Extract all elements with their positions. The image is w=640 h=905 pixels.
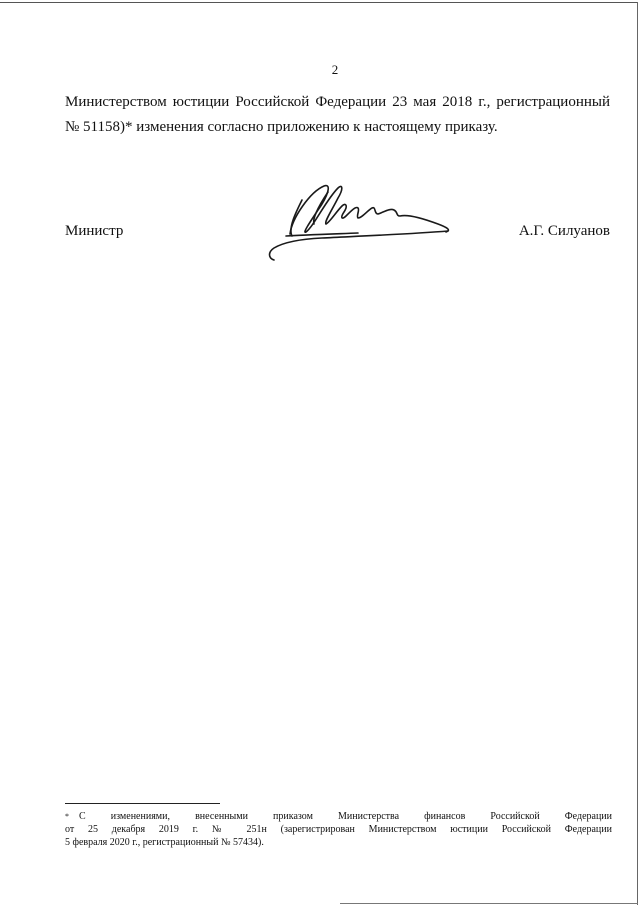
- handwritten-signature: [262, 178, 457, 264]
- footnote-line-1: [65, 810, 612, 823]
- body-paragraph: [65, 90, 610, 140]
- signer-name: А.Г. Силуанов: [518, 223, 610, 239]
- footnote-line-2: от 25 декабря 2019 г. № 251н (зарегистрирован Министерством юстиции Российской Федерации: [65, 824, 612, 835]
- page-number: 2: [331, 62, 339, 77]
- scan-edge-right: [637, 2, 638, 905]
- body-line-1: Министерством юстиции Российской Федерации 23 мая 2018 г., регистрационный: [65, 94, 610, 110]
- footnote-separator: [65, 803, 220, 804]
- footnote-marker: *: [65, 812, 69, 821]
- scan-edge-top: [0, 2, 638, 3]
- footnote-line-1-text: С изменениями, внесенными приказом Министерства финансов Российской Федерации: [79, 811, 612, 822]
- body-line-2: № 51158)* изменения согласно приложению к настоящему приказу.: [65, 119, 498, 135]
- footnote-line-3: 5 февраля 2020 г., регистрационный № 57434).: [65, 837, 264, 848]
- footnote: [65, 810, 612, 849]
- signer-title: Министр: [65, 223, 124, 239]
- scan-edge-bottom: [340, 903, 638, 904]
